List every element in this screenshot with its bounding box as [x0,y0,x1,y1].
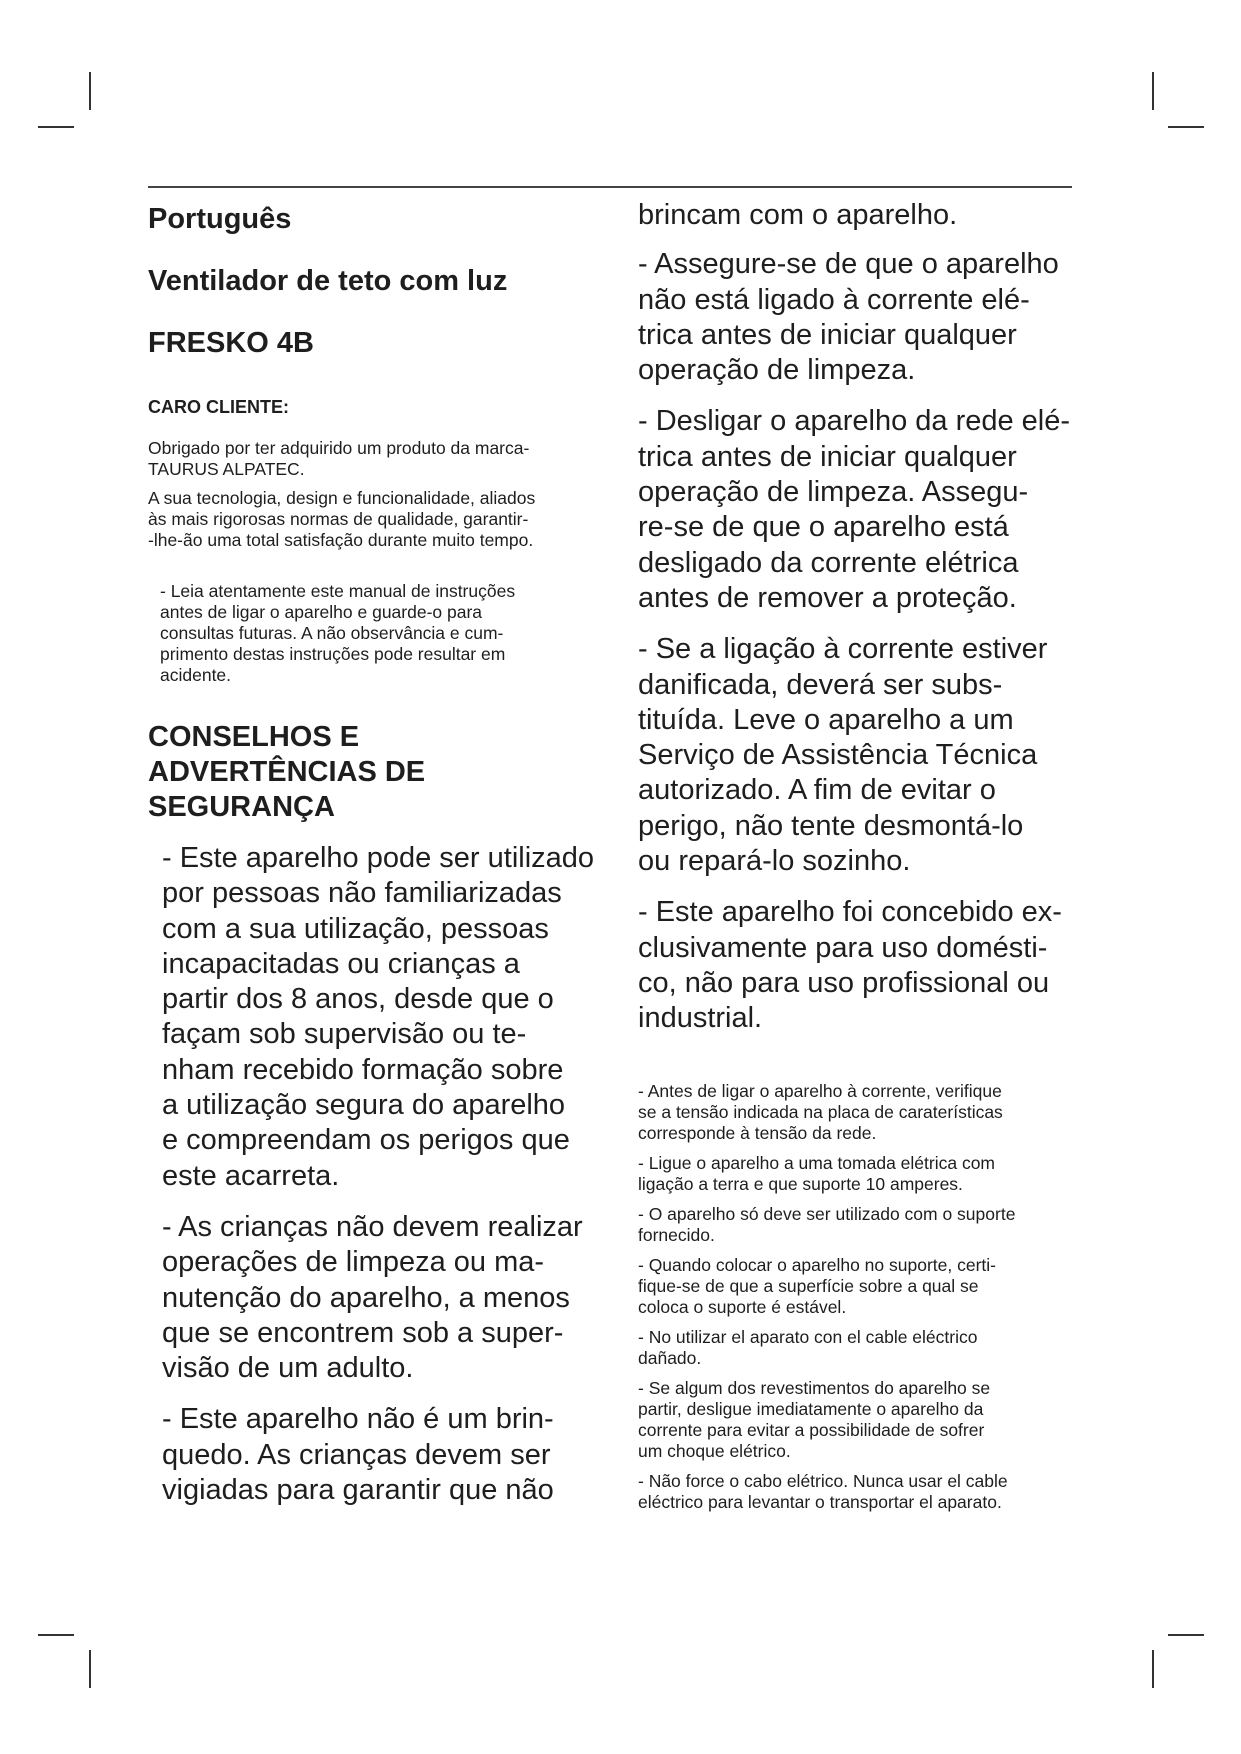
technology-paragraph: A sua tecnologia, design e funcionalidade, aliados às mais rigorosas normas de qualidade, garantir- -lhe-ão uma total satisfação durante muito tempo. [148,488,536,550]
note-stable-surface: - Quando colocar o aparelho no suporte, certi- fique-se de que a superfície sobre a qual se coloca o suporte é estável. [638,1254,996,1317]
crop-mark-top-left-horizontal [38,126,74,128]
note-earth-socket: - Ligue o aparelho a uma tomada elétrica com ligação a terra e que suporte 10 amperes. [638,1152,996,1194]
safety-item-disconnect-mains: - Desligar o aparelho da rede elé- trica antes de iniciar qualquer operação de limpeza. Assegu- re-se de que o aparelho está desligado da corrente elétrica antes de remover a proteção. [638,405,1071,614]
note-broken-casing: - Se algum dos revestimentos do aparelho se partir, desligue imediatamente o aparelho da corrente para evitar a possibilidade de sofrer um choque elétrico. [638,1377,991,1461]
crop-mark-bottom-right-horizontal [1168,1634,1204,1636]
crop-mark-bottom-right-vertical [1152,1650,1154,1688]
safety-item-domestic-use: - Este aparelho foi concebido ex- clusivamente para uso domésti- co, não para uso profissional ou industrial. [638,896,1062,1035]
crop-mark-bottom-left-horizontal [38,1634,74,1636]
greeting-heading: CARO CLIENTE: [148,397,289,417]
left-column [148,198,628,1508]
safety-item-damaged-cable: - Se a ligação à corrente estiver danificada, deverá ser subs- tituída. Leve o aparelho a um Serviço de Assistência Técnica autorizado. A fim de evitar o perigo, não tente desmontá-lo ou repará-lo sozinho. [638,633,1048,878]
safety-item-unplug-cleaning: - Assegure-se de que o aparelho não está ligado à corrente elé- trica antes de iniciar qualquer operação de limpeza. [638,248,1059,387]
note-do-not-force-cable: - Não force o cabo elétrico. Nunca usar el cable eléctrico para levantar o transportar el aparato. [638,1470,1008,1512]
crop-mark-bottom-left-vertical [89,1650,91,1688]
crop-mark-top-right-vertical [1152,72,1154,110]
crop-mark-top-left-vertical [89,72,91,110]
note-voltage: - Antes de ligar o aparelho à corrente, verifique se a tensão indicada na placa de caraterísticas corresponde à tensão da rede. [638,1080,1003,1143]
product-type-heading: Ventilador de teto com luz [148,265,508,297]
note-supplied-base: - O aparelho só deve ser utilizado com o suporte fornecido. [638,1203,1016,1245]
electrical-notes-list [638,1081,1098,1513]
crop-mark-top-right-horizontal [1168,126,1204,128]
safety-item-supervision: - Este aparelho pode ser utilizado por pessoas não familiarizadas com a sua utilização, pessoas incapacitadas ou crianças a partir dos 8 anos, desde que o façam sob supervisão ou te- nham recebido formação sobre a utilização segura do aparelho e compreendam os perigos que este acarreta. [162,842,595,1192]
language-heading: Português [148,203,292,235]
safety-heading: CONSELHOS E ADVERTÊNCIAS DE SEGURANÇA [148,721,426,823]
safety-item-continuation: brincam com o aparelho. [638,199,958,231]
read-manual-paragraph: - Leia atentamente este manual de instruções antes de ligar o aparelho e guarde-o para consultas futuras. A não observância e cum- primento destas instruções pode resultar em acidente. [160,581,516,685]
right-column [638,198,1098,1522]
safety-item-not-a-toy: - Este aparelho não é um brin- quedo. As crianças devem ser vigiadas para garantir que não [162,1403,554,1507]
safety-item-children-cleaning: - As crianças não devem realizar operações de limpeza ou ma- nutenção do aparelho, a menos que se encontrem sob a super- visão de um adulto. [162,1210,583,1385]
thanks-paragraph: Obrigado por ter adquirido um produto da marca- TAURUS ALPATEC. [148,438,530,479]
note-damaged-cable: - No utilizar el aparato con el cable eléctrico dañado. [638,1326,978,1368]
model-heading: FRESKO 4B [148,327,314,359]
header-rule [148,186,1072,188]
